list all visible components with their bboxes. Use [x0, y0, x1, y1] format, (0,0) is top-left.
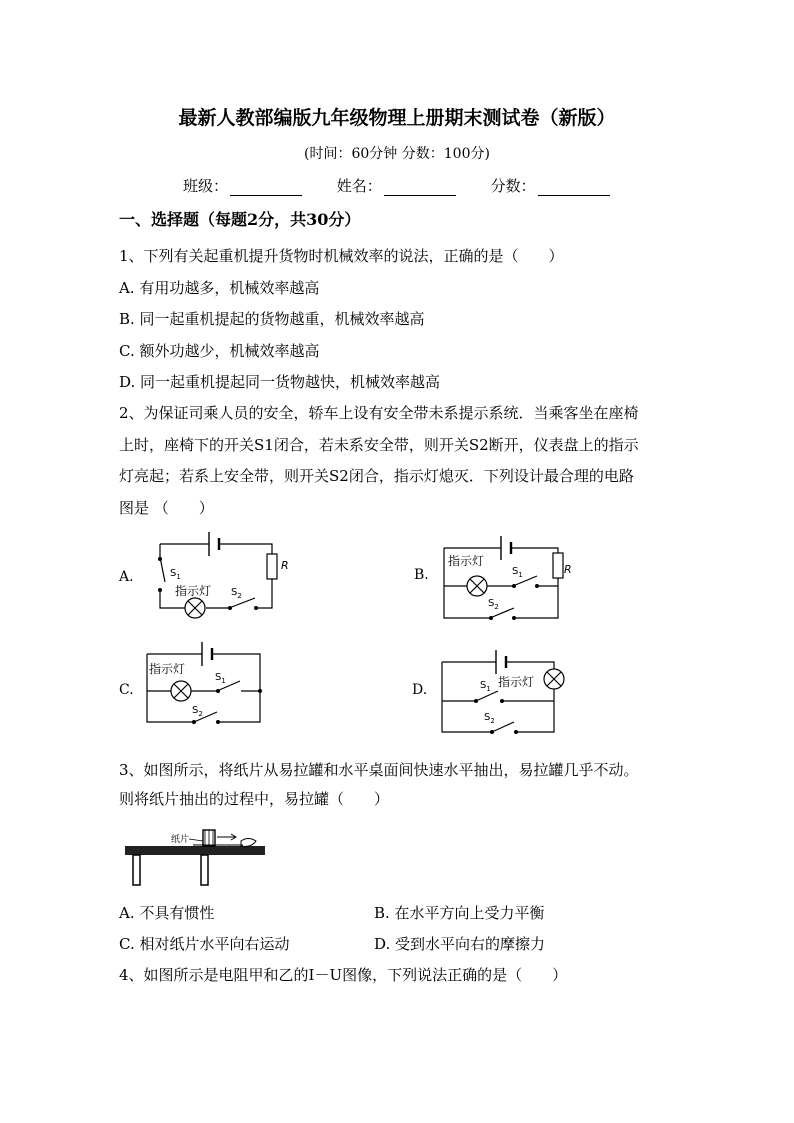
question-3-line-2: 则将纸片抽出的过程中，易拉罐（ ） — [119, 790, 390, 808]
name-label: 姓名： — [336, 177, 382, 195]
score-blank — [538, 179, 610, 196]
circuit-a-r-label: R — [281, 559, 289, 572]
circuit-d-diagram — [436, 648, 576, 738]
circuit-b-s2-label: $S_2$ — [488, 598, 499, 611]
circuit-c-lamp-label: 指示灯 — [149, 662, 186, 676]
question-2-line-3: 灯亮起；若系上安全带，则开关S2闭合，指示灯熄灭．下列设计最合理的电路 — [119, 467, 634, 485]
paper-label: 纸片 — [171, 835, 190, 845]
section-heading: 一、选择题（每题2分，共30分） — [119, 210, 361, 229]
class-blank — [230, 179, 302, 196]
circuit-c-s1-label: $S_1$ — [215, 672, 226, 685]
question-4-stem: 4、如图所示是电阻甲和乙的I－U图像，下列说法正确的是（ ） — [119, 966, 568, 984]
circuit-a-s1-label: $S_1$ — [170, 568, 181, 581]
circuit-b-s1-label: $S_1$ — [512, 566, 523, 579]
question-2-line-4: 图是 （ ） — [119, 499, 214, 517]
question-3-option-a: A. 不具有惯性 — [119, 904, 215, 922]
circuit-b-label: B. — [414, 567, 429, 583]
page-title: 最新人教部编版九年级物理上册期末测试卷（新版） — [178, 107, 616, 129]
question-2-line-2: 上时，座椅下的开关S1闭合，若未系安全带，则开关S2断开，仪表盘上的指示 — [119, 436, 639, 454]
question-3-line-1: 3、如图所示，将纸片从易拉罐和水平桌面间快速水平抽出，易拉罐几乎不动。 — [119, 761, 639, 779]
score-label: 分数： — [490, 177, 536, 195]
circuit-d-label: D. — [412, 682, 428, 698]
question-3-option-c: C. 相对纸片水平向右运动 — [119, 935, 290, 953]
paper-can-table-figure — [123, 826, 273, 886]
question-3-option-d: D. 受到水平向右的摩擦力 — [374, 935, 546, 953]
circuit-b-lamp-label: 指示灯 — [448, 554, 485, 568]
name-blank — [384, 179, 456, 196]
circuit-b-diagram — [436, 528, 586, 628]
question-1-option-b: B. 同一起重机提起的货物越重，机械效率越高 — [119, 310, 425, 328]
circuit-d-lamp-label: 指示灯 — [498, 675, 535, 689]
circuit-a-s2-label: $S_2$ — [231, 587, 242, 600]
circuit-c-label: C. — [119, 682, 134, 698]
student-info-line — [183, 176, 610, 196]
circuit-a-label: A. — [119, 569, 134, 585]
question-1-stem: 1、下列有关起重机提升货物时机械效率的说法，正确的是（ ） — [119, 247, 564, 265]
circuit-d-s2-label: $S_2$ — [484, 712, 495, 725]
circuit-a-lamp-label: 指示灯 — [175, 584, 212, 598]
exam-time-score: (时间：60分钟 分数：100分) — [304, 146, 490, 162]
circuit-c-s2-label: $S_2$ — [192, 705, 203, 718]
circuit-b-r-label: R — [564, 563, 572, 576]
question-2-line-1: 2、为保证司乘人员的安全，轿车上设有安全带未系提示系统．当乘客坐在座椅 — [119, 404, 639, 422]
circuit-d-s1-label: $S_1$ — [480, 680, 491, 693]
question-1-option-c: C. 额外功越少，机械效率越高 — [119, 342, 320, 360]
circuit-c-diagram — [142, 638, 272, 728]
question-3-option-b: B. 在水平方向上受力平衡 — [374, 904, 545, 922]
class-label: 班级： — [183, 177, 229, 195]
circuit-a-diagram — [145, 524, 295, 624]
question-1-option-a: A. 有用功越多，机械效率越高 — [119, 279, 320, 297]
question-1-option-d: D. 同一起重机提起同一货物越快，机械效率越高 — [119, 373, 441, 391]
